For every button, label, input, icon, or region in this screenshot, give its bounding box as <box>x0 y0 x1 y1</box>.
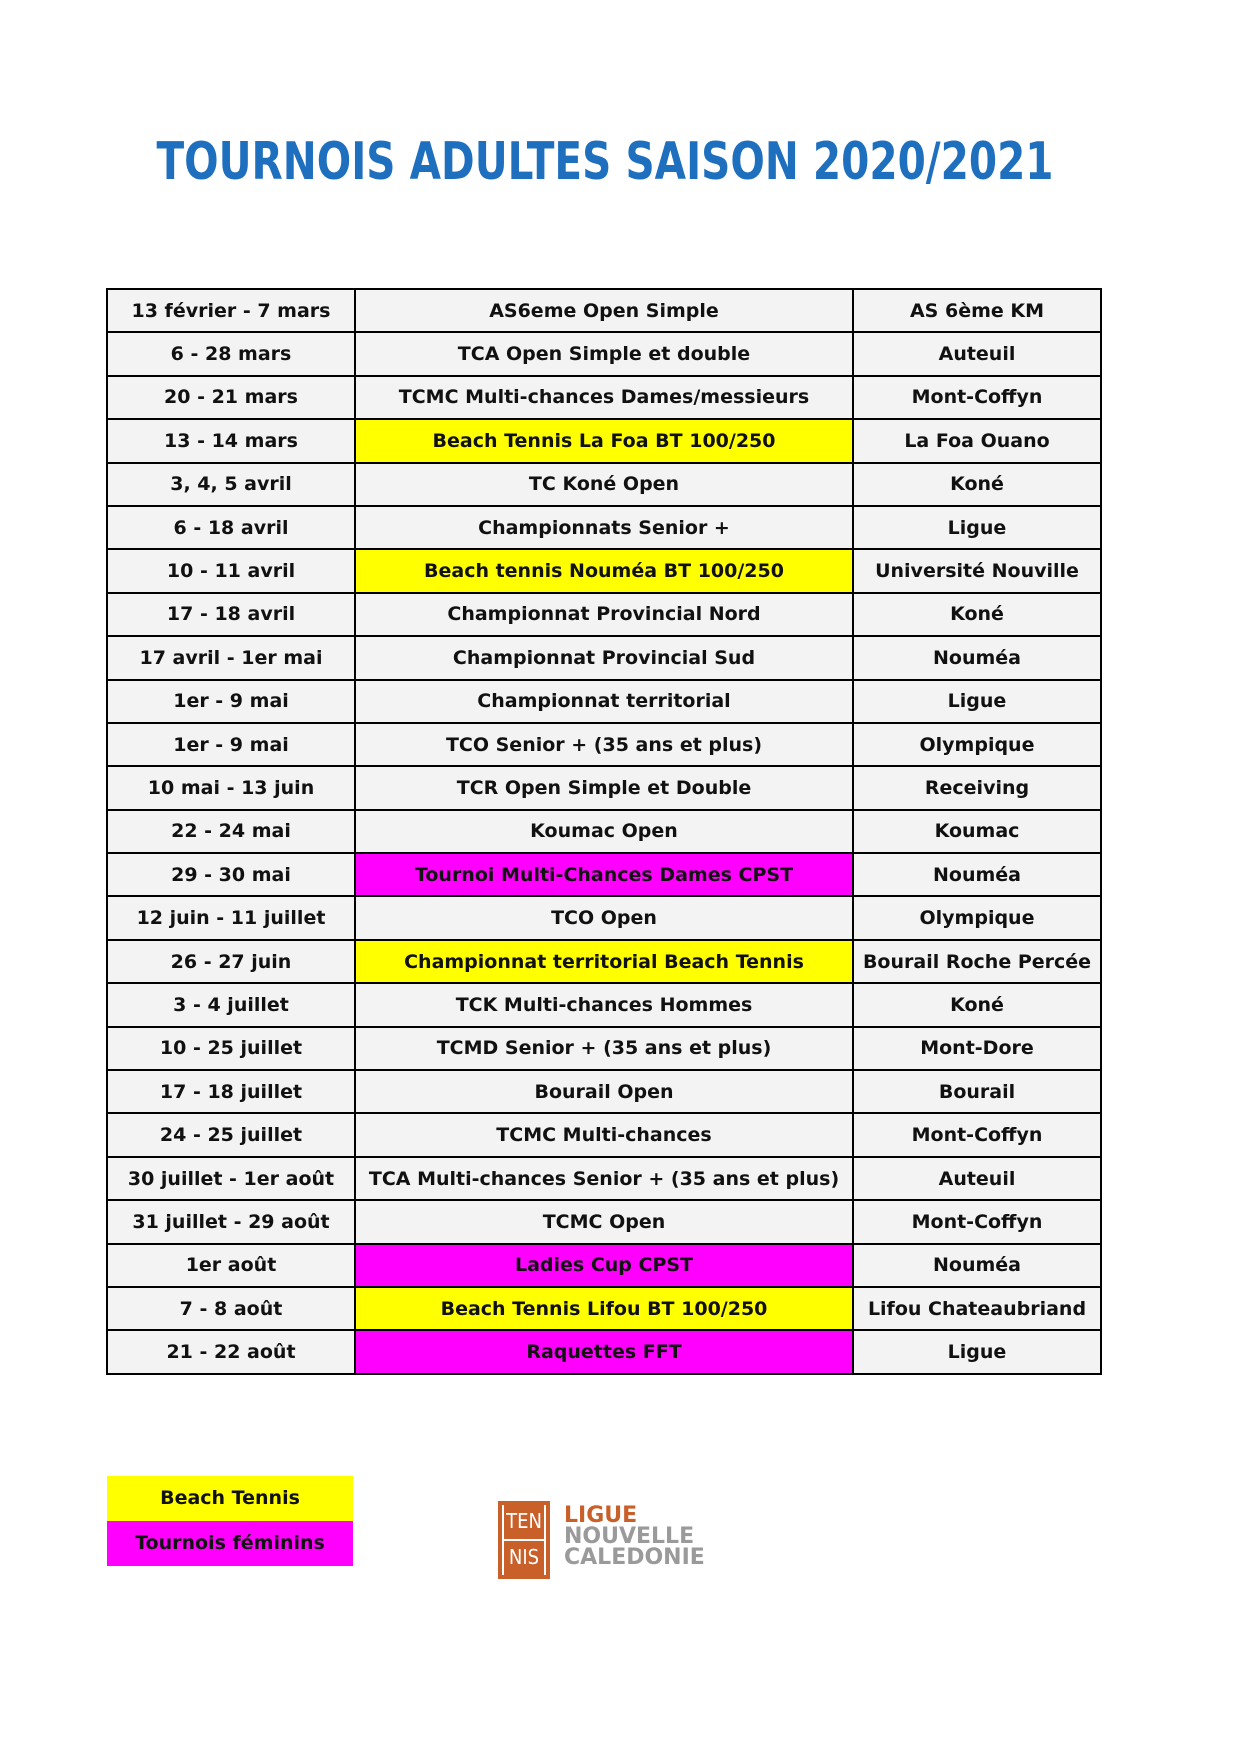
event-cell: Ladies Cup CPST <box>355 1244 853 1287</box>
table-row <box>107 1244 1101 1287</box>
table-row <box>107 506 1101 549</box>
table-row <box>107 332 1101 375</box>
event-cell: Beach Tennis Lifou BT 100/250 <box>355 1287 853 1330</box>
table-row <box>107 1027 1101 1070</box>
event-cell: TCA Open Simple et double <box>355 332 853 375</box>
place-cell: Ligue <box>853 680 1101 723</box>
event-cell: Tournoi Multi-Chances Dames CPST <box>355 853 853 896</box>
date-cell: 26 - 27 juin <box>107 940 355 983</box>
table-row <box>107 853 1101 896</box>
date-cell: 21 - 22 août <box>107 1330 355 1373</box>
place-cell: Nouméa <box>853 853 1101 896</box>
table-row <box>107 636 1101 679</box>
table-row <box>107 983 1101 1026</box>
place-cell: Koné <box>853 593 1101 636</box>
event-cell: TC Koné Open <box>355 463 853 506</box>
date-cell: 10 - 11 avril <box>107 549 355 592</box>
date-cell: 1er - 9 mai <box>107 680 355 723</box>
date-cell: 3, 4, 5 avril <box>107 463 355 506</box>
table-row <box>107 593 1101 636</box>
event-cell: Championnat Provincial Nord <box>355 593 853 636</box>
event-cell: TCMC Open <box>355 1200 853 1243</box>
event-cell: Raquettes FFT <box>355 1330 853 1373</box>
table-row <box>107 1287 1101 1330</box>
event-cell: Championnats Senior + <box>355 506 853 549</box>
date-cell: 13 - 14 mars <box>107 419 355 462</box>
date-cell: 7 - 8 août <box>107 1287 355 1330</box>
logo-ligue: LIGUE <box>564 1503 638 1528</box>
event-cell: TCMC Multi-chances <box>355 1113 853 1156</box>
tournament-table <box>106 288 1102 1375</box>
event-cell: Beach tennis Nouméa BT 100/250 <box>355 549 853 592</box>
event-cell: TCMD Senior + (35 ans et plus) <box>355 1027 853 1070</box>
page-title: TOURNOIS ADULTES SAISON 2020/2021 <box>156 132 1054 192</box>
date-cell: 1er août <box>107 1244 355 1287</box>
place-cell: Receiving <box>853 766 1101 809</box>
date-cell: 17 - 18 avril <box>107 593 355 636</box>
table-row <box>107 1330 1101 1373</box>
date-cell: 12 juin - 11 juillet <box>107 896 355 939</box>
place-cell: Ligue <box>853 1330 1101 1373</box>
event-cell: Championnat territorial <box>355 680 853 723</box>
logo-mark-top: TEN <box>506 1509 542 1533</box>
place-cell: Bourail Roche Percée <box>853 940 1101 983</box>
logo-mark-bottom: NIS <box>508 1545 540 1569</box>
date-cell: 22 - 24 mai <box>107 810 355 853</box>
table-row <box>107 1070 1101 1113</box>
event-cell: TCR Open Simple et Double <box>355 766 853 809</box>
date-cell: 29 - 30 mai <box>107 853 355 896</box>
date-cell: 3 - 4 juillet <box>107 983 355 1026</box>
date-cell: 24 - 25 juillet <box>107 1113 355 1156</box>
date-cell: 13 février - 7 mars <box>107 289 355 332</box>
legend-beach-tennis: Beach Tennis <box>107 1476 353 1521</box>
date-cell: 6 - 28 mars <box>107 332 355 375</box>
event-cell: TCO Senior + (35 ans et plus) <box>355 723 853 766</box>
date-cell: 6 - 18 avril <box>107 506 355 549</box>
event-cell: Championnat Provincial Sud <box>355 636 853 679</box>
table-row <box>107 723 1101 766</box>
place-cell: Koumac <box>853 810 1101 853</box>
date-cell: 31 juillet - 29 août <box>107 1200 355 1243</box>
date-cell: 17 avril - 1er mai <box>107 636 355 679</box>
table-row <box>107 1200 1101 1243</box>
place-cell: Lifou Chateaubriand <box>853 1287 1101 1330</box>
date-cell: 10 mai - 13 juin <box>107 766 355 809</box>
table-row <box>107 680 1101 723</box>
place-cell: Nouméa <box>853 1244 1101 1287</box>
table-row <box>107 289 1101 332</box>
place-cell: Auteuil <box>853 332 1101 375</box>
event-cell: Koumac Open <box>355 810 853 853</box>
place-cell: La Foa Ouano <box>853 419 1101 462</box>
place-cell: Auteuil <box>853 1157 1101 1200</box>
date-cell: 10 - 25 juillet <box>107 1027 355 1070</box>
place-cell: Mont-Coffyn <box>853 1113 1101 1156</box>
place-cell: AS 6ème KM <box>853 289 1101 332</box>
place-cell: Olympique <box>853 896 1101 939</box>
date-cell: 17 - 18 juillet <box>107 1070 355 1113</box>
event-cell: AS6eme Open Simple <box>355 289 853 332</box>
event-cell: TCO Open <box>355 896 853 939</box>
tournament-table-body <box>107 289 1101 1374</box>
place-cell: Nouméa <box>853 636 1101 679</box>
place-cell: Mont-Coffyn <box>853 1200 1101 1243</box>
date-cell: 1er - 9 mai <box>107 723 355 766</box>
table-row <box>107 896 1101 939</box>
event-cell: Championnat territorial Beach Tennis <box>355 940 853 983</box>
legend <box>107 1476 353 1566</box>
place-cell: Olympique <box>853 723 1101 766</box>
table-row <box>107 549 1101 592</box>
event-cell: Bourail Open <box>355 1070 853 1113</box>
table-row <box>107 1113 1101 1156</box>
table-row <box>107 810 1101 853</box>
logo-wordmark <box>564 1505 705 1568</box>
event-cell: TCK Multi-chances Hommes <box>355 983 853 1026</box>
place-cell: Université Nouville <box>853 549 1101 592</box>
event-cell: Beach Tennis La Foa BT 100/250 <box>355 419 853 462</box>
legend-tournois-feminins: Tournois féminins <box>107 1521 353 1566</box>
event-cell: TCMC Multi-chances Dames/messieurs <box>355 376 853 419</box>
place-cell: Mont-Dore <box>853 1027 1101 1070</box>
place-cell: Bourail <box>853 1070 1101 1113</box>
place-cell: Koné <box>853 983 1101 1026</box>
logo-caledonie: CALEDONIE <box>564 1545 705 1570</box>
place-cell: Mont-Coffyn <box>853 376 1101 419</box>
event-cell: TCA Multi-chances Senior + (35 ans et plus) <box>355 1157 853 1200</box>
table-row <box>107 376 1101 419</box>
ligue-logo <box>498 1501 738 1581</box>
table-row <box>107 419 1101 462</box>
tennis-logo-icon <box>498 1501 550 1579</box>
table-row <box>107 766 1101 809</box>
table-row <box>107 1157 1101 1200</box>
logo-nouvelle: NOUVELLE <box>564 1524 695 1549</box>
place-cell: Ligue <box>853 506 1101 549</box>
table-row <box>107 940 1101 983</box>
date-cell: 30 juillet - 1er août <box>107 1157 355 1200</box>
place-cell: Koné <box>853 463 1101 506</box>
date-cell: 20 - 21 mars <box>107 376 355 419</box>
table-row <box>107 463 1101 506</box>
